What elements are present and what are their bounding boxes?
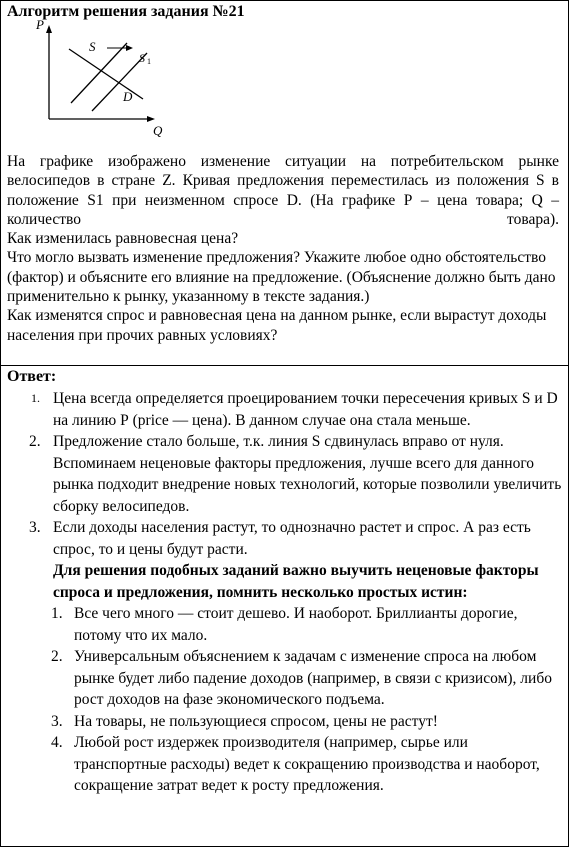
page-title: Алгоритм решения задания №21 bbox=[7, 3, 245, 20]
truth-item-number: 3. bbox=[51, 712, 63, 730]
answer-item-text: Предложение стало больше, т.к. линия S сдвинулась вправо от нуля. Вспоминаем неценовые факторы предложения, лучше всего для данного рынка подходит внедрение новых технологий, которые позволили увеличить сборку велосипедов. bbox=[53, 433, 562, 515]
s1-subscript: 1 bbox=[147, 57, 151, 66]
task-question-cause: Что могло вызвать изменение предложения? Укажите любое одно обстоятельство (фактор) и объясните его влияние на предложение. (Объяснение должно быть дано применительно к рынку, указанному в тексте задания.) bbox=[7, 249, 556, 306]
answer-item-text: Если доходы населения растут, то однозначно растет и спрос. А раз есть спрос, то и цены будут расти. bbox=[53, 519, 531, 558]
answer-section bbox=[1, 366, 568, 846]
answer-item-number: 2. bbox=[29, 433, 41, 450]
task-paragraph-description: На графике изображено изменение ситуации на потребительском рынке велосипедов в стране Z. Кривая предложения переместилась из положения S в положение S1 при неизменном спросе D. (На графике Р – цена товара; Q – количество товара). bbox=[7, 153, 559, 228]
supply-curve-s bbox=[71, 43, 127, 103]
task-question-price: Как изменилась равновесная цена? bbox=[7, 230, 239, 248]
truth-item bbox=[1, 603, 568, 646]
bold-note: Для решения подобных заданий важно выучить неценовые факторы спроса и предложения, помнить несколько простых истин: bbox=[53, 562, 539, 601]
task-text bbox=[7, 152, 559, 345]
truth-item-text: Любой рост издержек производителя (например, сырье или транспортные расходы) ведет к сокращению производства и наоборот, сокращение затрат ведет к росту предложения. bbox=[74, 734, 540, 794]
answer-item bbox=[1, 431, 568, 517]
answer-body bbox=[1, 388, 568, 797]
truth-item-number: 1. bbox=[51, 605, 63, 622]
task-section bbox=[1, 1, 568, 366]
truth-item bbox=[1, 646, 568, 711]
truth-item-text: Все чего много — стоит дешево. И наоборот. Бриллианты дорогие, потому что их мало. bbox=[74, 605, 518, 644]
truth-item-number: 4. bbox=[51, 734, 63, 751]
answer-item-text: Цена всегда определяется проецированием точки пересечения кривых S и D на линию Р (price — цена). В данном случае она стала меньше. bbox=[53, 390, 558, 429]
answer-item bbox=[1, 517, 568, 560]
truth-item bbox=[1, 732, 568, 797]
truth-item-text: Универсальным объяснением к задачам с изменение спроса на любом рынке будет либо падение доходов (например, в связи с кризисом), либо рост доходов на фазе экономического подъема. bbox=[74, 648, 552, 708]
answer-item-number: 1. bbox=[31, 391, 40, 405]
truths-list bbox=[1, 603, 568, 797]
s-label: S bbox=[89, 39, 96, 54]
answer-item bbox=[1, 388, 568, 431]
answer-list bbox=[1, 388, 568, 560]
d-label: D bbox=[123, 89, 133, 104]
p-axis-label: P bbox=[36, 19, 44, 32]
truth-item bbox=[1, 711, 568, 733]
y-axis-arrow bbox=[46, 25, 52, 33]
q-axis-label: Q bbox=[153, 123, 163, 138]
answer-item-number: 3. bbox=[29, 519, 41, 536]
answer-label: Ответ: bbox=[7, 368, 57, 385]
truth-item-text: На товары, не пользующиеся спросом, цены не растут! bbox=[74, 712, 438, 730]
s1-label: S bbox=[139, 51, 145, 65]
shift-arrow-head bbox=[126, 45, 133, 51]
supply-demand-graph bbox=[31, 19, 171, 141]
task-question-income: Как изменятся спрос и равновесная цена на данном рынке, если вырастут доходы населения при прочих равных условиях? bbox=[7, 307, 547, 344]
x-axis-arrow bbox=[147, 116, 155, 122]
truth-item-number: 2. bbox=[51, 648, 63, 665]
